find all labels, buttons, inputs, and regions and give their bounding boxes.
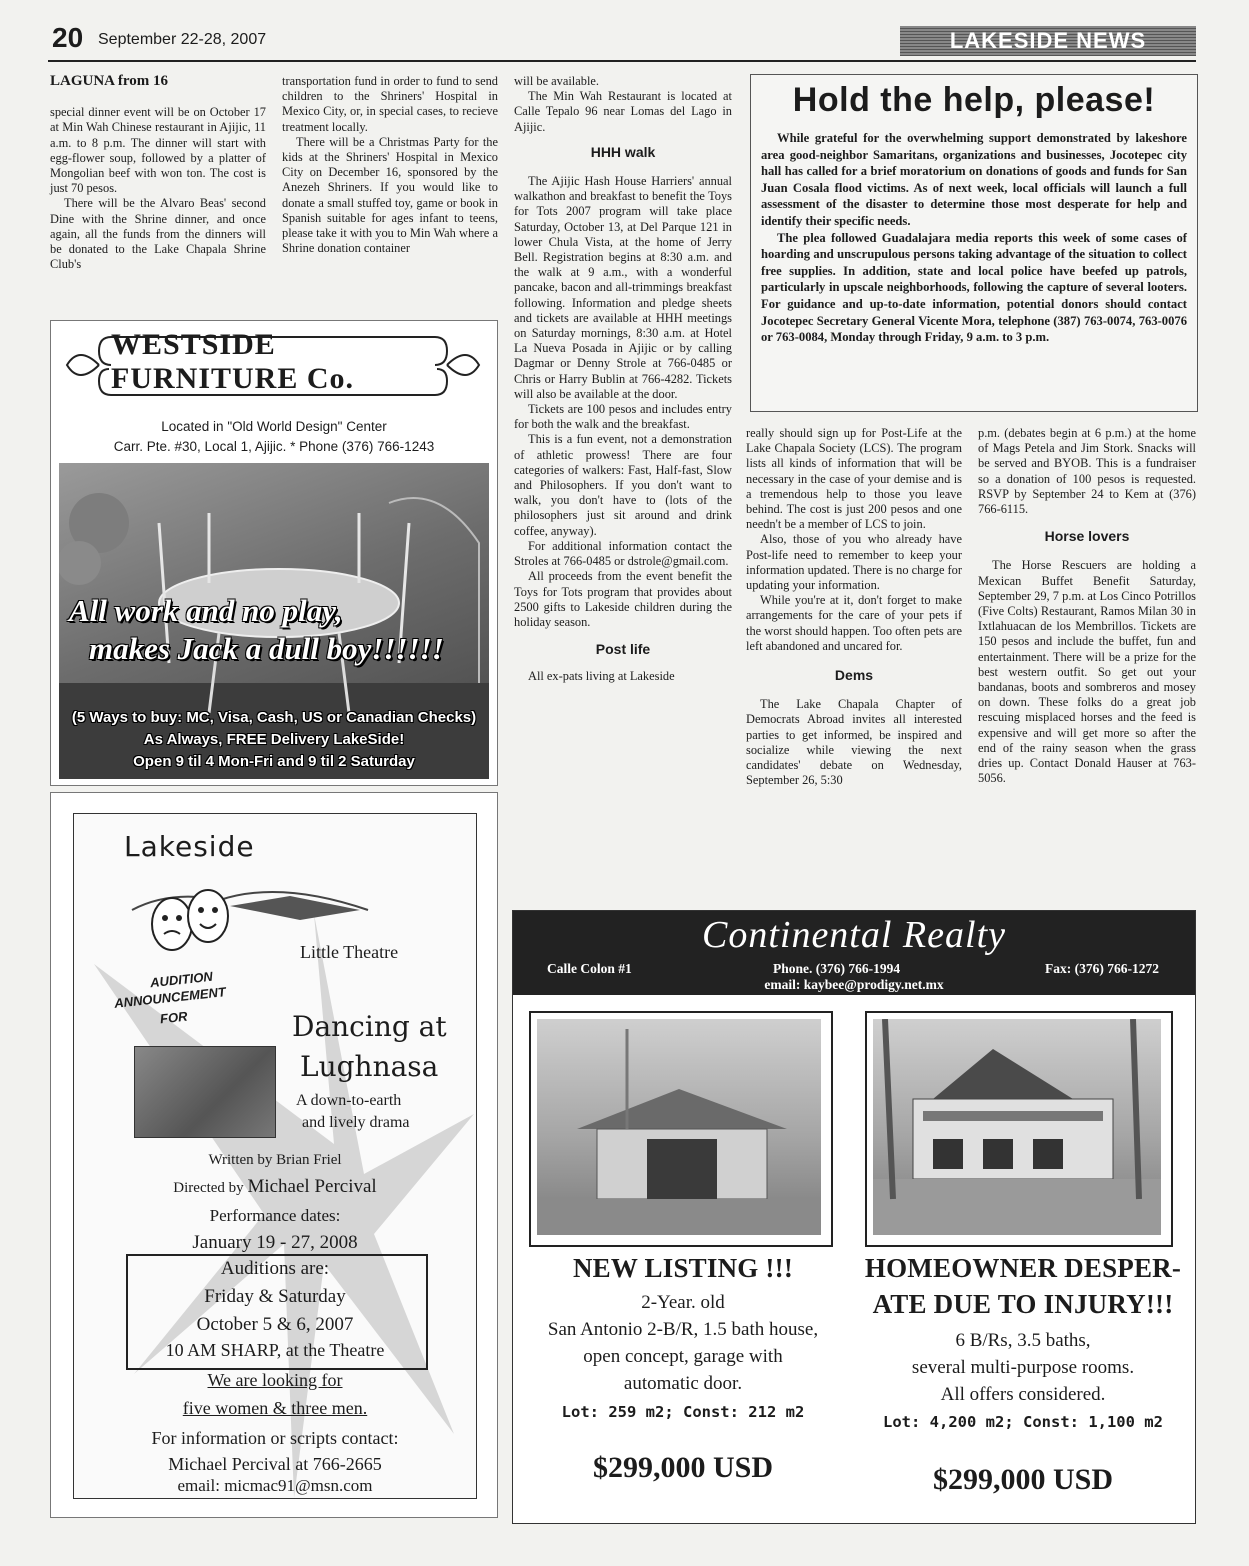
announcement-label-2: ANNOUNCEMENT <box>113 984 227 1011</box>
westside-payment: (5 Ways to buy: MC, Visa, Cash, US or Canadian Checks) <box>71 709 477 726</box>
contact-email: email: micmac91@msn.com <box>177 1476 373 1495</box>
paragraph: p.m. (debates begin at 6 p.m.) at the home of Mags Petela and Jim Stork. Snacks will be served and BYOB. This is a fundraiser so a donation of 100 pesos is requested. RSVP by September 24 to Kem at (376) 766-6115. <box>978 426 1196 517</box>
listing-photo-frame <box>529 1011 833 1247</box>
paragraph: There will be the Alvaro Beas' second Dine with the Shrine dinner, and once again, all the funds from the dinners will be donated to the Lake Chapala Shrine Club's <box>50 196 266 272</box>
listing-price: $299,000 USD <box>592 1451 773 1484</box>
house-icon <box>537 1019 821 1235</box>
listing-photo <box>537 1019 821 1235</box>
realty-phone: Phone. (376) 766-1994 <box>773 961 901 976</box>
listing-photo-frame <box>865 1011 1173 1247</box>
casting-line-1: We are looking for <box>207 1370 343 1390</box>
playwright: Written by Brian Friel <box>208 1152 342 1168</box>
westside-slogan-1: All work and no play, <box>69 593 343 628</box>
continental-realty-ad <box>512 910 1196 1524</box>
theatre-ad-frame <box>73 813 477 1499</box>
paragraph: really should sign up for Post-Life at the Lake Chapala Society (LCS). The program lists all kinds of information that will be necessary in the case of your demise and is a tremendous help to those you leave behind. The cost is just 200 pesos and one needn't be a member of LCS to join. <box>746 426 962 532</box>
paragraph: special dinner event will be on October 17 at Min Wah Chinese restaurant in Ajijic, 11 a.m. to 8 p.m. The dinner will start with egg-flower soup, followed by a platter of Mongolian beef with won ton. The cost is just 70 pesos. <box>50 105 266 196</box>
listing-lot-size: Lot: 259 m2; Const: 212 m2 <box>561 1403 805 1421</box>
listing-line: open concept, garage with <box>583 1346 783 1367</box>
listing-line: several multi-purpose rooms. <box>911 1357 1135 1378</box>
paragraph: All proceeds from the event benefit the Toys for Tots program that provides about 2500 gifts to Lakeside children during the holiday season. <box>514 569 732 629</box>
westside-location: Located in "Old World Design" Center <box>161 419 387 434</box>
auditions-label: Auditions are: <box>220 1258 330 1279</box>
subheading-post-life: Post life <box>595 641 651 658</box>
theatre-name: Lakeside <box>124 830 255 863</box>
westside-hours: Open 9 til 4 Mon-Fri and 9 til 2 Saturday <box>133 753 415 770</box>
westside-slogan-2: makes Jack a dull boy!!!!!! <box>89 631 444 666</box>
paragraph: The Min Wah Restaurant is located at Calle Tepalo 96 near Lomas del Lago in Ajijic. <box>514 89 732 134</box>
listing-line: All offers considered. <box>940 1384 1106 1405</box>
westside-address: Carr. Pte. #30, Local 1, Ajijic. * Phone (376) 766-1243 <box>113 439 435 454</box>
performance-label: Performance dates: <box>209 1206 341 1225</box>
paragraph: The Lake Chapala Chapter of Democrats Abroad invites all interested parties to get informed, be inspired and socialize while viewing the next candidates' debate on Wednesday, September 26, 5:30 <box>746 697 962 788</box>
realty-header <box>513 911 1195 995</box>
listing-line: San Antonio 2-B/R, 1.5 bath house, <box>547 1319 819 1340</box>
continuation-label: LAGUNA from 16 <box>50 73 169 89</box>
little-theatre-ad <box>50 792 498 1518</box>
director-line <box>74 1176 476 1198</box>
listing-card <box>853 1011 1182 1511</box>
play-title-1: Dancing at <box>292 1010 447 1043</box>
listing-line: 2-Year. old <box>641 1292 725 1313</box>
listing-photo <box>873 1019 1161 1235</box>
paragraph: Also, those of you who already have Post-life need to remember to keep your information updated. There is no charge for updating your information. <box>746 532 962 593</box>
listing-card <box>513 1011 837 1511</box>
section-banner: LAKESIDE NEWS <box>900 26 1196 56</box>
realty-address: Calle Colon #1 <box>547 961 632 976</box>
westside-delivery: As Always, FREE Delivery LakeSide! <box>143 731 405 748</box>
listing-line: automatic door. <box>623 1373 743 1394</box>
issue-date: September 22-28, 2007 <box>98 31 267 48</box>
announcement-label-3: FOR <box>159 1008 189 1027</box>
paragraph: There will be a Christmas Party for the kids at the Shriners' Hospital in Mexico City on December 16, sponsored by the Anezeh Shriners. If you would like to donate a small stuffed toy, game or book in Spanish suitable for ages infant to teens, please take it with you to Min Wah where a Shrine donation container <box>282 134 498 256</box>
featured-headline: Hold the help, please! <box>792 81 1156 119</box>
listing-line: 6 B/Rs, 3.5 baths, <box>955 1330 1091 1351</box>
header-rule <box>48 60 1196 62</box>
subheading-horse-lovers: Horse lovers <box>1044 528 1130 545</box>
listing-title-line-2: ATE DUE TO INJURY!!! <box>872 1289 1174 1319</box>
paragraph: The Ajijic Hash House Harriers' annual walkathon and breakfast to benefit the Toys for Tots 2007 program will take place Saturday, October 13, at Del Parque 121 in lower Chula Vista, at the home of Jerry Bell. Registration begins at 8:30 a.m. and the walk at 9 a.m., with a wonderful pancake, bacon and all-trimmings breakfast following. Information and pledge sheets and tickets are available at HHH meetings on Saturday mornings, 8:30 a.m. at Hotel La Nueva Posada in Ajijic or by calling Dagmar or Denny Strole at 766-0485 or Chris or Harry Bublin at 766-4282. Tickets will also be available at the door. <box>514 174 732 401</box>
paragraph: While you're at it, don't forget to make arrangements for the care of your pets if the worst should happen. Too often pets are left abandoned and uncared for. <box>746 593 962 653</box>
paragraph: The Horse Rescuers are holding a Mexican Buffet Benefit Saturday, September 29, 7 p.m. at Los Cinco Potrillos (Five Colts) Restaurant, Ramos Milan 30 in Ixtlahuacan de los Membrillos. Tickets are 150 pesos and include the buffet, fun and entertainment. There will be a prize for the best western outfit. So get out your bandanas, boots and sombreros and mosey on down. These folks do a great job rescuing misplaced horses and the feed is expensive and will get more so after the end of the rainy season when the grass dries up. Contact Donald Hauser at 763-5056. <box>978 558 1196 786</box>
paragraph: The plea followed Guadalajara media reports this week of some cases of hoarding and unscrupulous persons taking advantage of the situation to collect free supplies. In addition, state and local police have beefed up patrols, particularly in upscale neighborhoods, following the capture of several looters. For guidance and up-to-date information, potential donors should contact Jocotepec Secretary General Vicente Mora, telephone (387) 763-0074, 763-0076 or 763-0084, Monday through Friday, 9 a.m. to 3 p.m. <box>761 230 1187 345</box>
paragraph: This is a fun event, not a demonstration of athletic prowess! There are four categories of walkers: Fast, Half-fast, Slow and Philosophers. If you don't want to walk, you don't have to (lots of the philosophers just sit around and drink coffee, anyway). <box>514 432 732 538</box>
realty-fax: Fax: (376) 766-1272 <box>1045 961 1159 976</box>
contact-line-1: For information or scripts contact: <box>151 1428 399 1448</box>
casting-line-2: five women & three men. <box>182 1398 368 1418</box>
westside-furniture-ad <box>50 320 498 786</box>
realty-email: email: kaybee@prodigy.net.mx <box>764 977 944 992</box>
play-title-2: Lughnasa <box>300 1050 439 1083</box>
furniture-photo <box>59 463 489 779</box>
play-tagline-1: A down-to-earth <box>296 1092 402 1109</box>
article-column-4 <box>746 426 962 788</box>
contact-line-2: Michael Percival at 766-2665 <box>168 1454 382 1474</box>
article-column-2 <box>282 74 498 256</box>
theatre-subname: Little Theatre <box>300 942 399 962</box>
audition-time: 10 AM SHARP, at the Theatre <box>165 1340 385 1360</box>
house-icon <box>873 1019 1161 1235</box>
paragraph: All ex-pats living at Lakeside <box>528 669 675 684</box>
featured-body <box>751 130 1197 346</box>
paragraph: will be available. <box>514 74 599 88</box>
paragraph: For additional information contact the Stroles at 766-0485 or dstrole@gmail.com. <box>514 538 732 569</box>
listing-title-line-1: HOMEOWNER DESPER- <box>864 1253 1182 1283</box>
director-name: Michael Percival <box>247 1176 377 1197</box>
subheading-hhh-walk: HHH walk <box>590 143 656 160</box>
listing-price: $299,000 USD <box>932 1463 1113 1496</box>
announcement-label-1: AUDITION <box>149 968 214 991</box>
listing-title: NEW LISTING !!! <box>572 1253 794 1283</box>
audition-days: Friday & Saturday <box>204 1286 346 1307</box>
listing-lot-size: Lot: 4,200 m2; Const: 1,100 m2 <box>883 1413 1163 1431</box>
dancers-image <box>134 1046 276 1138</box>
realty-name: Continental Realty <box>701 914 1006 956</box>
director-prefix: Directed by <box>173 1180 244 1196</box>
article-column-1 <box>50 74 266 272</box>
featured-article-box <box>750 74 1198 412</box>
westside-title: WESTSIDE FURNITURE Co. <box>111 328 355 395</box>
paragraph: Tickets are 100 pesos and includes entry for both the walk and the breakfast. <box>514 402 732 432</box>
paragraph: transportation fund in order to fund to send children to the Shriners' Hospital in Mexico City, or, in special cases, to recieve treatment locally. <box>282 74 498 134</box>
subheading-dems: Dems <box>834 667 874 684</box>
paragraph: While grateful for the overwhelming support demonstrated by lakeshore area good-neighbor Samaritans, organizations and businesses, Jocotepec city hall has called for a brief moratorium on donations of goods and funds for San Juan Cosala flood victims. As of next week, local officials will launch a full assessment of the disaster to determine those most desperate for help and identify their specific needs. <box>761 131 1187 228</box>
performance-dates: January 19 - 27, 2008 <box>192 1232 358 1253</box>
article-column-3 <box>514 74 732 685</box>
play-tagline-2: and lively drama <box>302 1114 410 1131</box>
article-column-5 <box>978 426 1196 786</box>
page-number: 20 <box>52 22 84 53</box>
audition-dates: October 5 & 6, 2007 <box>196 1314 354 1335</box>
